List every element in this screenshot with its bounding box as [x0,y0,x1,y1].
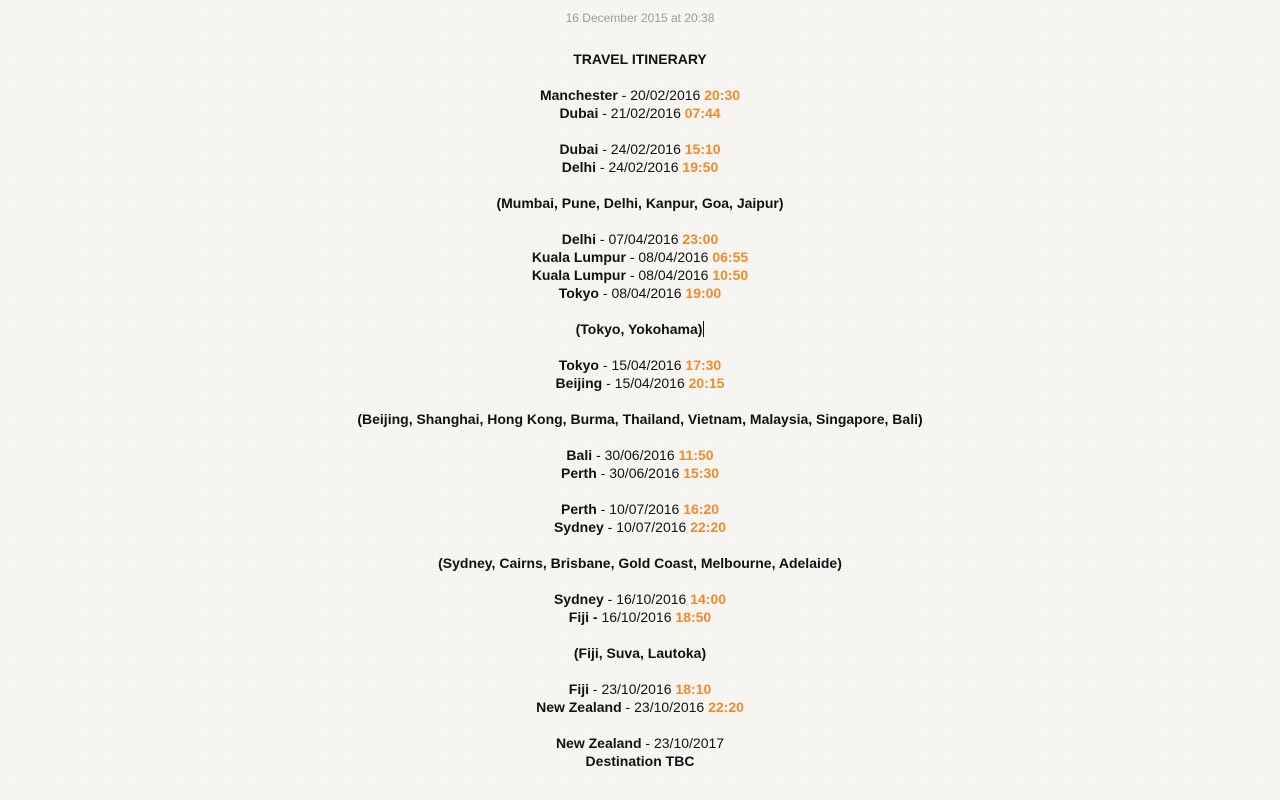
itinerary-leg: Bali - 30/06/2016 11:50 [566,447,714,463]
leg-time: 16:20 [683,501,720,517]
itinerary-leg: Sydney - 16/10/2016 14:00 [553,591,727,607]
leg-city: Tokyo [558,357,599,373]
itinerary-leg: Tokyo - 08/04/2016 19:00 [558,285,722,301]
itinerary-leg: Perth - 10/07/2016 16:20 [560,501,720,517]
leg-city: Perth [560,465,597,481]
leg-date: 16/10/2016 [601,609,672,625]
leg-city: Manchester [539,87,618,103]
leg-date: 07/04/2016 [608,231,679,247]
leg-time: 19:50 [682,159,719,175]
itinerary-leg: Dubai - 24/02/2016 15:10 [559,141,721,157]
leg-city: Dubai [559,105,599,121]
itinerary-leg: Delhi - 24/02/2016 19:50 [561,159,719,175]
stop-list: (Fiji, Suva, Lautoka) [573,645,707,661]
leg-city: Fiji [568,681,589,697]
leg-time: 11:50 [678,447,714,463]
leg-time: 06:55 [712,249,749,265]
leg-date: 24/02/2016 [608,159,679,175]
stop-list: (Beijing, Shanghai, Hong Kong, Burma, Thailand, Vietnam, Malaysia, Singapore, Bali) [357,411,923,427]
leg-time: 17:30 [685,357,722,373]
leg-city: Bali [566,447,593,463]
itinerary-leg: Perth - 30/06/2016 15:30 [560,465,720,481]
itinerary-leg: New Zealand - 23/10/2017 [555,735,725,751]
itinerary-leg: Tokyo - 15/04/2016 17:30 [558,357,722,373]
leg-city: Kuala Lumpur [531,267,626,283]
leg-time: 20:15 [688,375,725,391]
stop-list: (Tokyo, Yokohama) [575,321,703,337]
itinerary-leg: Sydney - 10/07/2016 22:20 [553,519,727,535]
leg-time: 10:50 [712,267,749,283]
leg-time: 07:44 [684,105,721,121]
leg-time: 19:00 [685,285,722,301]
itinerary-leg: Fiji - 23/10/2016 18:10 [568,681,712,697]
leg-date: 08/04/2016 [638,249,709,265]
itinerary-leg: Beijing - 15/04/2016 20:15 [555,375,725,391]
text-cursor [703,321,704,337]
stop-list: (Mumbai, Pune, Delhi, Kanpur, Goa, Jaipur) [496,195,784,211]
leg-time: 15:10 [684,141,721,157]
itinerary-leg: Kuala Lumpur - 08/04/2016 10:50 [531,267,749,283]
itinerary-leg: Manchester - 20/02/2016 20:30 [539,87,741,103]
note-title: TRAVEL ITINERARY [573,51,707,67]
leg-date: 30/06/2016 [609,465,680,481]
leg-time: 15:30 [683,465,720,481]
itinerary-leg: Delhi - 07/04/2016 23:00 [561,231,719,247]
leg-date: 24/02/2016 [610,141,681,157]
leg-date: 10/07/2016 [609,501,680,517]
leg-city: Sydney [553,591,604,607]
leg-city: Sydney [553,519,604,535]
leg-city: Tokyo [558,285,599,301]
leg-city: Beijing [555,375,603,391]
stop-list: (Sydney, Cairns, Brisbane, Gold Coast, Melbourne, Adelaide) [438,555,842,571]
leg-time: 20:30 [704,87,741,103]
leg-date: 08/04/2016 [611,285,682,301]
itinerary-leg: New Zealand - 23/10/2016 22:20 [536,699,744,715]
leg-city: New Zealand [555,735,642,751]
leg-date: 30/06/2016 [604,447,675,463]
leg-date: 20/02/2016 [630,87,701,103]
leg-date: 16/10/2016 [616,591,687,607]
leg-date: 15/04/2016 [611,357,682,373]
leg-date: 08/04/2016 [638,267,709,283]
note-timestamp: 16 December 2015 at 20:38 [565,11,715,25]
leg-date: 21/02/2016 [610,105,681,121]
itinerary-leg: Kuala Lumpur - 08/04/2016 06:55 [531,249,749,265]
leg-city: Delhi [561,231,596,247]
leg-city: New Zealand [536,699,622,715]
leg-city: Kuala Lumpur [531,249,626,265]
leg-date: 23/10/2016 [601,681,672,697]
leg-time: 14:00 [690,591,727,607]
leg-time: 22:20 [708,699,744,715]
itinerary-leg [0,608,1280,626]
leg-date: 15/04/2016 [614,375,685,391]
leg-time: 18:10 [675,681,712,697]
leg-city: Dubai [559,141,599,157]
itinerary-leg: Dubai - 21/02/2016 07:44 [559,105,721,121]
note-body[interactable] [0,50,1280,770]
leg-time: 18:50 [675,609,712,625]
note-footer: Destination TBC [585,753,695,769]
leg-city: Delhi [561,159,596,175]
leg-city: Fiji - [568,609,598,625]
leg-time: 23:00 [682,231,719,247]
leg-date: 23/10/2016 [634,699,705,715]
stop-list-with-caret [0,320,1280,338]
leg-date: 10/07/2016 [616,519,687,535]
leg-time: 22:20 [690,519,727,535]
leg-date: 23/10/2017 [653,735,725,751]
leg-city: Perth [560,501,597,517]
